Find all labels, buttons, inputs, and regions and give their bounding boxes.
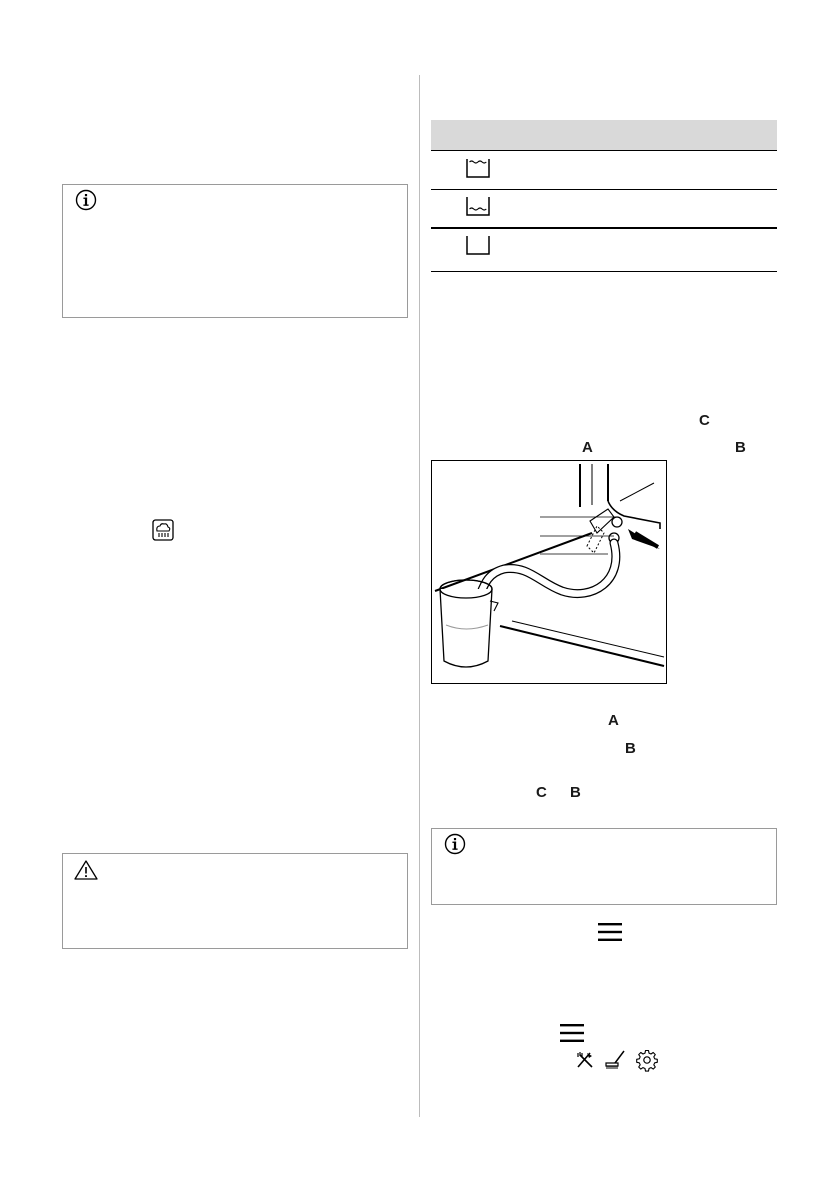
drain-tank-illustration [431, 460, 667, 684]
table-bottom-rule [431, 271, 777, 272]
water-tank-empty-icon [466, 234, 490, 256]
steam-cleaning-icon [152, 519, 174, 541]
menu-icon [560, 1023, 584, 1043]
table-row-rule-thick [431, 227, 777, 229]
step-label-b-second: B [570, 784, 581, 801]
step-label-a: A [608, 712, 619, 729]
drain-tank-drawing [432, 461, 667, 684]
label-a: A [582, 439, 593, 456]
table-top-rule [431, 150, 777, 151]
water-tank-low-icon [466, 195, 490, 217]
cutlery-icon [575, 1050, 595, 1070]
menu-icon [598, 922, 622, 942]
cleaning-brush-icon [604, 1050, 626, 1070]
step-label-c: C [536, 784, 547, 801]
info-note-box [62, 184, 408, 318]
label-b: B [735, 439, 746, 456]
info-icon [444, 833, 466, 855]
warning-note-box [62, 853, 408, 949]
info-note-box-right [431, 828, 777, 905]
gear-icon [636, 1049, 658, 1071]
water-tank-full-icon [466, 157, 490, 179]
info-icon [75, 189, 97, 211]
table-header [431, 120, 777, 150]
label-c: C [699, 412, 710, 429]
column-divider [419, 75, 420, 1117]
warning-icon [74, 860, 98, 880]
step-label-b: B [625, 740, 636, 757]
table-row-rule [431, 189, 777, 190]
